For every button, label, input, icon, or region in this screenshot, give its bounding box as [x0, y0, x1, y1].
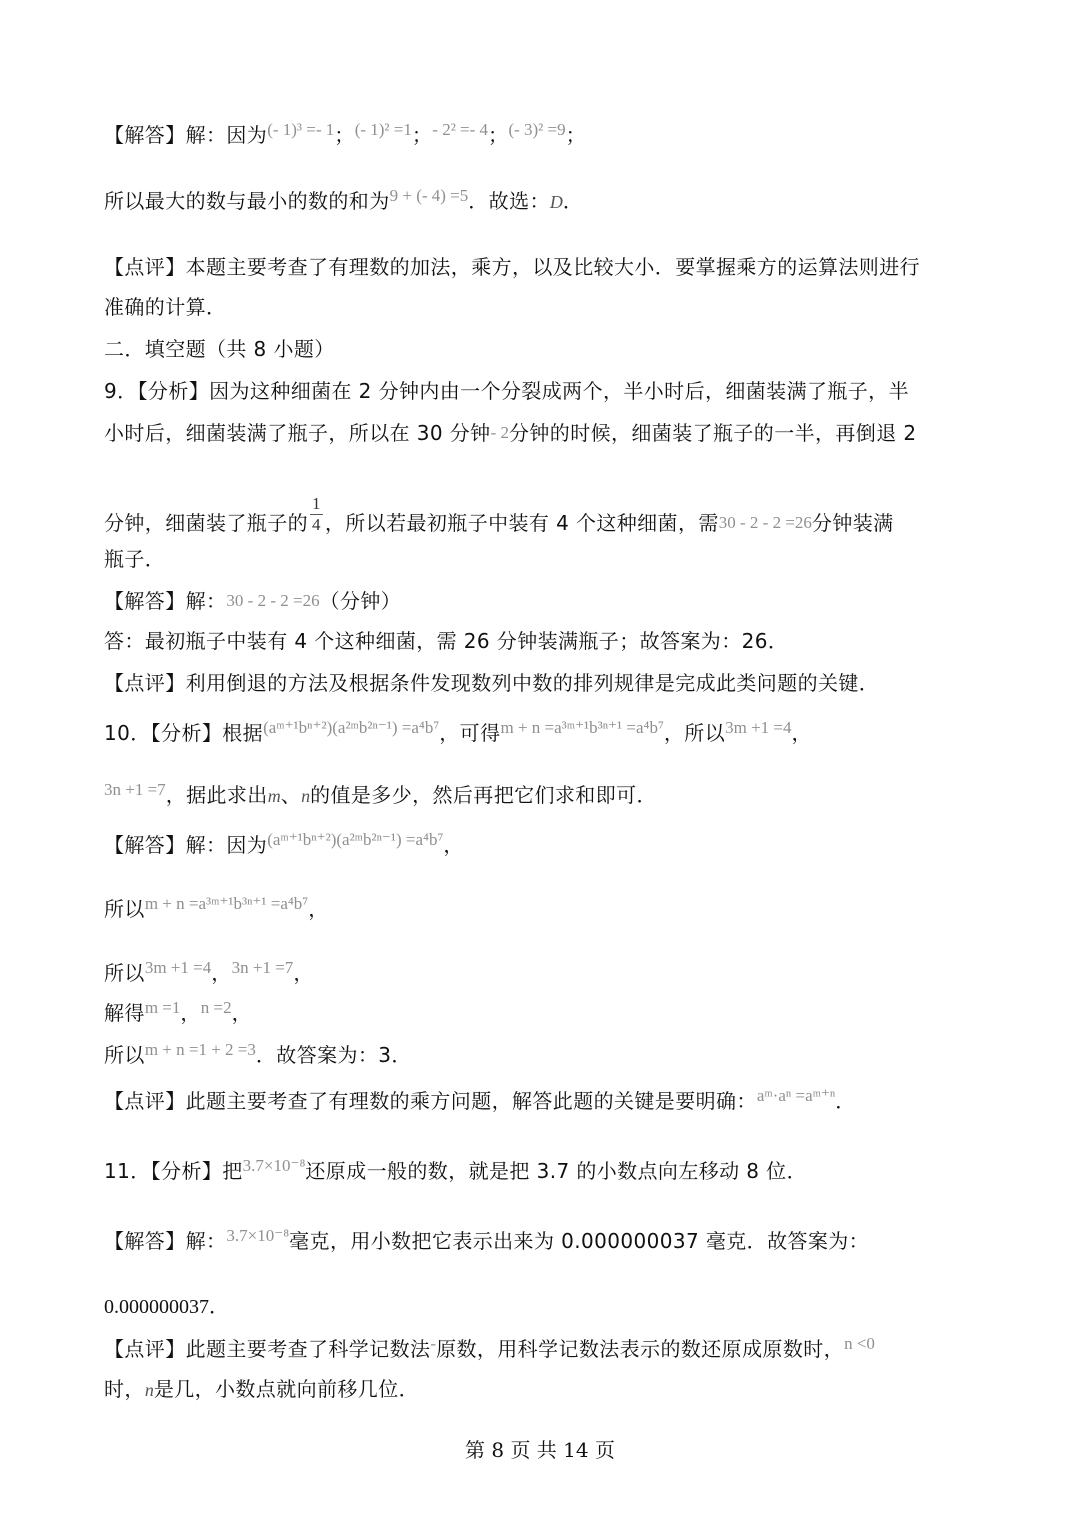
text: 所以	[104, 961, 145, 985]
text: ，	[443, 833, 464, 857]
fraction	[310, 494, 323, 535]
q9-analysis-line-3	[104, 494, 894, 545]
q10-answer-line-5	[104, 1042, 412, 1070]
text: ，	[791, 721, 812, 745]
text: 还原成一般的数，就是把 3.7 的小数点向左移动 8 位．	[305, 1159, 807, 1183]
text: 11．【分析】把	[104, 1159, 243, 1183]
comment-line-1: 【点评】本题主要考查了有理数的加法，乘方，以及比较大小．要掌握乘方的运算法则进行	[104, 255, 920, 279]
formula: (- 1)³ =- 1	[267, 120, 335, 139]
text: ，所以	[663, 721, 726, 745]
formula: n =2	[200, 998, 232, 1017]
text: 的值是多少，然后再把它们求和即可．	[310, 783, 657, 807]
q10-analysis-line-1	[104, 720, 812, 748]
formula: - 2² =- 4	[432, 120, 489, 139]
q11-comment-line-2	[104, 1376, 419, 1403]
formula: -	[430, 1334, 437, 1353]
formula: (aᵐ⁺¹bⁿ⁺²)(a²ᵐb²ⁿ⁻¹) =a⁴b⁷	[267, 830, 444, 849]
text: 、	[280, 783, 302, 807]
variable: n	[301, 786, 311, 806]
text: ，	[308, 897, 329, 921]
text: ，据此求出	[165, 783, 268, 807]
text: ，	[180, 1001, 201, 1025]
q9-answer-line	[104, 588, 401, 616]
q9-analysis-line-2	[104, 420, 916, 448]
text: 所以最大的数与最小的数的和为	[104, 189, 390, 213]
text: ；	[411, 123, 433, 147]
text: 分钟装满	[811, 511, 894, 535]
text: 分钟的时候，细菌装了瓶子的一半，再倒退 2	[509, 421, 917, 445]
formula: 3.7×10⁻⁸	[242, 1156, 306, 1175]
formula: (- 1)² =1	[354, 120, 412, 139]
formula: m =1	[144, 998, 181, 1017]
formula: - 2	[490, 423, 509, 442]
formula: 3.7×10⁻⁸	[226, 1226, 290, 1245]
fraction-denominator: 4	[312, 515, 321, 534]
q9-analysis-line-1: 9．【分析】因为这种细菌在 2 分钟内由一个分裂成两个，半小时后，细菌装满了瓶子，半	[104, 379, 909, 403]
text: 时，	[104, 1377, 145, 1401]
formula: aᵐ·aⁿ =aᵐ⁺ⁿ	[756, 1086, 836, 1105]
text: ．故答案为：3．	[255, 1043, 412, 1067]
text: ，所以若最初瓶子中装有 4 个这种细菌，需	[324, 511, 719, 535]
text: ．故选：	[468, 189, 550, 213]
text: ，	[211, 961, 232, 985]
variable: D	[549, 192, 563, 212]
formula: 3n +1 =7	[104, 780, 166, 799]
text: 小时后，细菌装满了瓶子，所以在 30 分钟	[104, 421, 491, 445]
text: 【点评】此题主要考查了有理数的乘方问题，解答此题的关键是要明确：	[104, 1089, 757, 1113]
formula: n <0	[844, 1334, 875, 1353]
text: 【解答】解：	[104, 1229, 227, 1253]
formula: 3n +1 =7	[231, 958, 294, 977]
q10-answer-line-1	[104, 832, 464, 860]
q11-answer-line-2: 0.000000037．	[104, 1296, 229, 1318]
formula: 3m +1 =4	[144, 958, 212, 977]
text: 【点评】此题主要考查了科学记数法	[104, 1337, 431, 1361]
q10-comment	[104, 1088, 856, 1116]
q10-answer-line-2	[104, 896, 329, 924]
q10-analysis-line-2	[104, 782, 657, 810]
text: 【解答】解：因为	[104, 123, 268, 147]
fraction-numerator: 1	[312, 494, 321, 513]
answer-line-1	[104, 122, 586, 150]
text: 分钟，细菌装了瓶子的	[104, 511, 308, 535]
q11-answer-line-1	[104, 1228, 869, 1256]
q10-answer-line-3	[104, 960, 314, 988]
comment-line-2: 准确的计算．	[104, 295, 227, 319]
formula: (aᵐ⁺¹bⁿ⁺²)(a²ᵐb²ⁿ⁻¹) =a⁴b⁷	[263, 718, 440, 737]
formula: 9 + (- 4) =5	[389, 186, 469, 205]
variable: n	[144, 1380, 154, 1400]
text: 解得	[104, 1001, 145, 1025]
page-footer: 第 8 页 共 14 页	[465, 1438, 615, 1462]
text: 是几，小数点就向前移几位．	[153, 1377, 420, 1401]
text: 【解答】解：因为	[104, 833, 268, 857]
text: ，可得	[439, 721, 501, 745]
text: ，	[231, 1001, 253, 1025]
q9-comment: 【点评】利用倒退的方法及根据条件发现数列中数的排列规律是完成此类问题的关键．	[104, 671, 880, 695]
formula: 3m +1 =4	[725, 718, 792, 737]
text: ，	[293, 961, 314, 985]
text: ；	[488, 123, 509, 147]
text: ；	[334, 123, 355, 147]
text: 所以	[104, 1043, 145, 1067]
text: ．	[835, 1089, 856, 1113]
formula: m + n =1 + 2 =3	[144, 1040, 256, 1059]
formula: 30 - 2 - 2 =26	[718, 513, 812, 532]
formula: 30 - 2 - 2 =26	[226, 591, 320, 610]
q10-answer-line-4	[104, 1000, 252, 1028]
q9-conclusion: 答：最初瓶子中装有 4 个这种细菌，需 26 分钟装满瓶子；故答案为：26．	[104, 629, 789, 653]
text: 10．【分析】根据	[104, 721, 264, 745]
text: 原数，用科学记数法表示的数还原成原数时，	[436, 1337, 845, 1361]
q11-analysis	[104, 1158, 807, 1186]
formula: (- 3)² =9	[508, 120, 566, 139]
text: ；	[565, 123, 587, 147]
text: ．	[562, 189, 584, 213]
text: （分钟）	[319, 589, 402, 613]
text: 毫克，用小数把它表示出来为 0.000000037 毫克．故答案为：	[289, 1229, 870, 1253]
q11-comment-line-1	[104, 1336, 875, 1364]
variable: m	[267, 786, 281, 806]
q9-analysis-line-4: 瓶子．	[104, 547, 166, 571]
text: 【解答】解：	[104, 589, 227, 613]
text: 所以	[104, 897, 145, 921]
formula: m + n =a³ᵐ⁺¹b³ⁿ⁺¹ =a⁴b⁷	[500, 718, 664, 737]
answer-line-2	[104, 188, 583, 216]
section-heading: 二．填空题（共 8 小题）	[104, 337, 335, 361]
formula: m + n =a³ᵐ⁺¹b³ⁿ⁺¹ =a⁴b⁷	[144, 894, 309, 913]
